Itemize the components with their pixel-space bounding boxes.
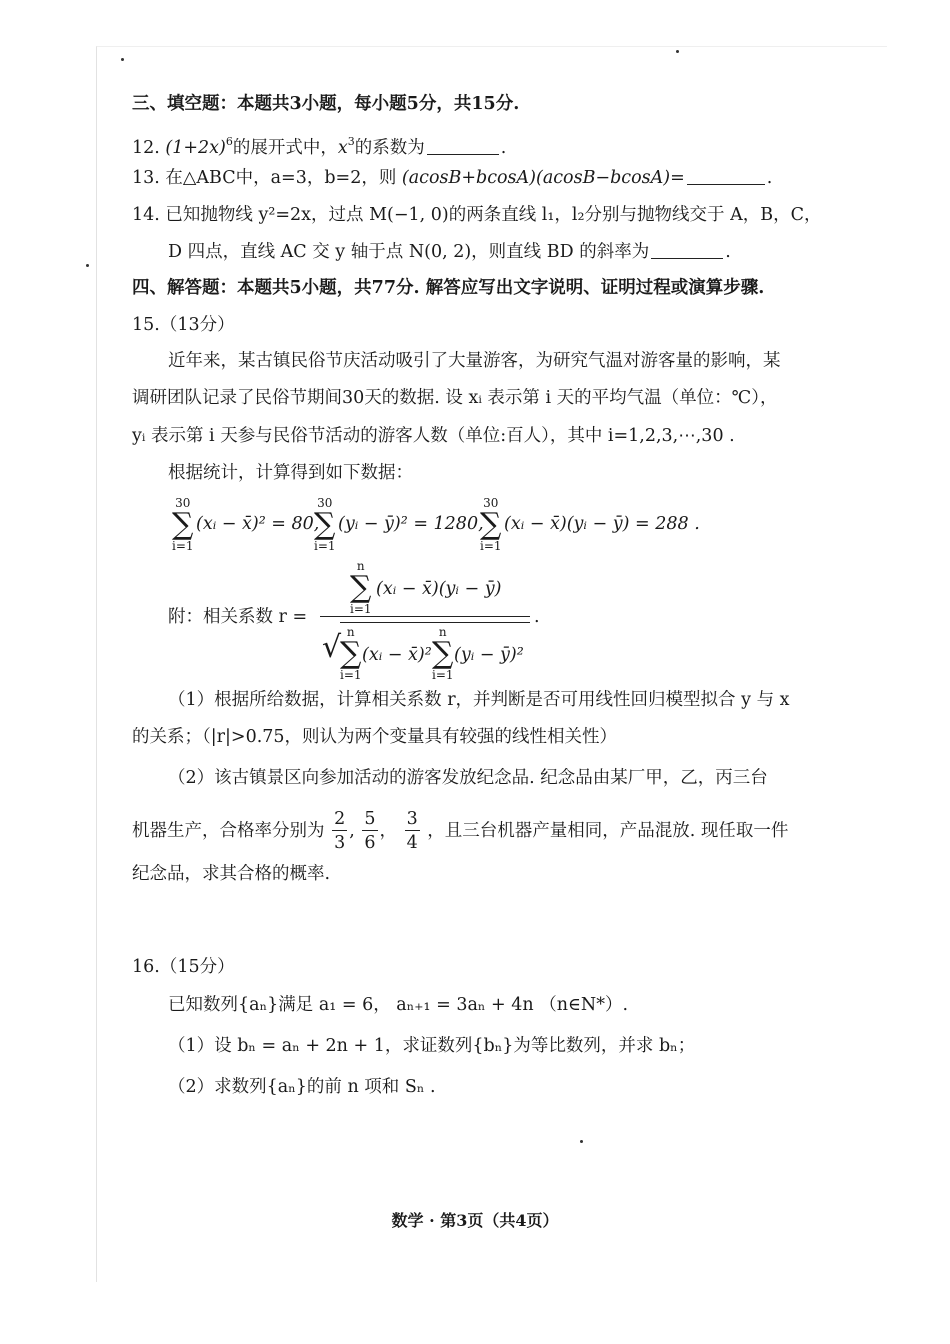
- q15-p2: 调研团队记录了民俗节期间30天的数据. 设 xᵢ 表示第 i 天的平均气温（单位：℃），: [132, 388, 778, 408]
- fraction-5-6: $\frac{5}{6}$: [364, 809, 376, 853]
- sigma-3: 30 ∑ i=1: [480, 496, 502, 553]
- q14-line2: D 四点，直线 AC 交 y 轴于点 N(0, 2)，则直线 BD 的斜率为: [168, 242, 650, 262]
- fraction-3-4: $\frac{3}{4}$: [406, 809, 418, 853]
- appendix-label: 附：相关系数 r =: [168, 607, 308, 627]
- scan-speck: [121, 58, 124, 61]
- q15-header: 15.（13分）: [132, 315, 235, 335]
- q12-exp: 6: [225, 135, 233, 148]
- sigma-num: n ∑ i=1: [350, 559, 372, 616]
- q15-part2-c: 纪念品，求其合格的概率.: [132, 864, 331, 884]
- scan-speck: [580, 1140, 583, 1143]
- q12-varexp: 3: [347, 135, 355, 148]
- sqrt-bar: [340, 622, 530, 623]
- q16-line1: 已知数列{aₙ}满足 a₁ = 6， aₙ₊₁ = 3aₙ + 4n （n∈N*）.: [168, 995, 629, 1015]
- question-12: 12. $(1+2x)^6$的展开式中，$x^3$的系数为 .: [132, 135, 507, 158]
- q16-line3: （2）求数列{aₙ}的前 n 项和 Sₙ .: [168, 1077, 436, 1097]
- q15-part2-b-post: ，且三台机器产量相同，产品混放. 现任取一件: [427, 821, 789, 841]
- sigma-den-2: n ∑ i=1: [432, 625, 454, 682]
- q13-number: 13.: [132, 168, 160, 188]
- q14-line1: 已知抛物线 y²=2x，过点 M(−1, 0)的两条直线 l₁，l₂分别与抛物线交于 A，B，C，: [165, 205, 822, 225]
- sum-expr-2: (yᵢ − ȳ)² = 1280,: [338, 514, 484, 534]
- sqrt-symbol: √: [322, 630, 342, 665]
- q12-var: x: [337, 138, 348, 158]
- scan-speck: [86, 264, 89, 267]
- q15-part2-a: （2）该古镇景区向参加活动的游客发放纪念品. 纪念品由某厂甲，乙，丙三台: [168, 768, 768, 788]
- question-14-line1: [132, 203, 821, 227]
- sum-expr-3: (xᵢ − x̄)(yᵢ − ȳ) = 288 .: [504, 514, 700, 534]
- q15-p1: 近年来，某古镇民俗节庆活动吸引了大量游客，为研究气温对游客量的影响，某: [168, 351, 781, 371]
- section4-title: 四、解答题：本题共5小题，共77分. 解答应写出文字说明、证明过程或演算步骤.: [132, 278, 765, 298]
- q12-text2: 的系数为: [354, 138, 425, 158]
- q16-header: 16.（15分）: [132, 957, 235, 977]
- q16-line2: （1）设 bₙ = aₙ + 2n + 1，求证数列{bₙ}为等比数列，并求 bₙ；: [168, 1036, 696, 1056]
- q15-part2-b: 机器生产，合格率分别为 $\frac{2}{3}$ , $\frac{5}{6}$ ， $\frac{3}{4}$ ，且三台机器产量相同，产品混放. 现任取一件: [132, 809, 789, 853]
- question-14-line2: D 四点，直线 AC 交 y 轴于点 N(0, 2)，则直线 BD 的斜率为 .: [168, 242, 731, 262]
- sigma-2: 30 ∑ i=1: [314, 496, 336, 553]
- q13-answer-blank[interactable]: [687, 166, 765, 185]
- sigma-den-1: n ∑ i=1: [340, 625, 362, 682]
- sigma-1: 30 ∑ i=1: [172, 496, 194, 553]
- q13-expr: (acosB+bcosA)(acosB−bcosA)=: [401, 168, 685, 188]
- sum-expr-1: (xᵢ − x̄)² = 80,: [196, 514, 320, 534]
- page-footer: 数学 · 第3页（共4页）: [391, 1211, 559, 1230]
- q12-answer-blank[interactable]: [427, 136, 499, 155]
- section3-title: 三、填空题：本题共3小题，每小题5分，共15分.: [132, 94, 520, 114]
- formula-period: .: [534, 607, 540, 627]
- q15-part1-a: （1）根据所给数据，计算相关系数 r，并判断是否可用线性回归模型拟合 y 与 x: [168, 690, 790, 710]
- q15-part1-b: 的关系；（|r|>0.75，则认为两个变量具有较强的线性相关性）: [132, 727, 618, 747]
- q15-p4: 根据统计，计算得到如下数据：: [168, 463, 413, 483]
- q14-number: 14.: [132, 205, 160, 225]
- q14-answer-blank[interactable]: [651, 240, 723, 259]
- q13-text1: 在△ABC中，a=3，b=2，则: [165, 168, 397, 188]
- fraction-bar: [320, 616, 530, 617]
- formula-numerator: (xᵢ − x̄)(yᵢ − ȳ): [376, 579, 502, 599]
- fraction-2-3: $\frac{2}{3}$: [334, 809, 346, 853]
- q15-part2-b-pre: 机器生产，合格率分别为: [132, 821, 325, 841]
- q12-number: 12.: [132, 138, 160, 158]
- q15-p3: yᵢ 表示第 i 天参与民俗节活动的游客人数（单位:百人），其中 i=1,2,3,⋯,30 .: [132, 426, 735, 446]
- scan-speck: [676, 50, 679, 53]
- question-13: 13. 在△ABC中，a=3，b=2，则 (acosB+bcosA)(acosB−bcosA)= .: [132, 168, 773, 188]
- q12-text1: 的展开式中，: [232, 138, 338, 158]
- formula-den-2: (yᵢ − ȳ)²: [454, 645, 524, 665]
- formula-den-1: (xᵢ − x̄)²: [362, 645, 432, 665]
- q12-expr: (1+2x): [165, 138, 226, 158]
